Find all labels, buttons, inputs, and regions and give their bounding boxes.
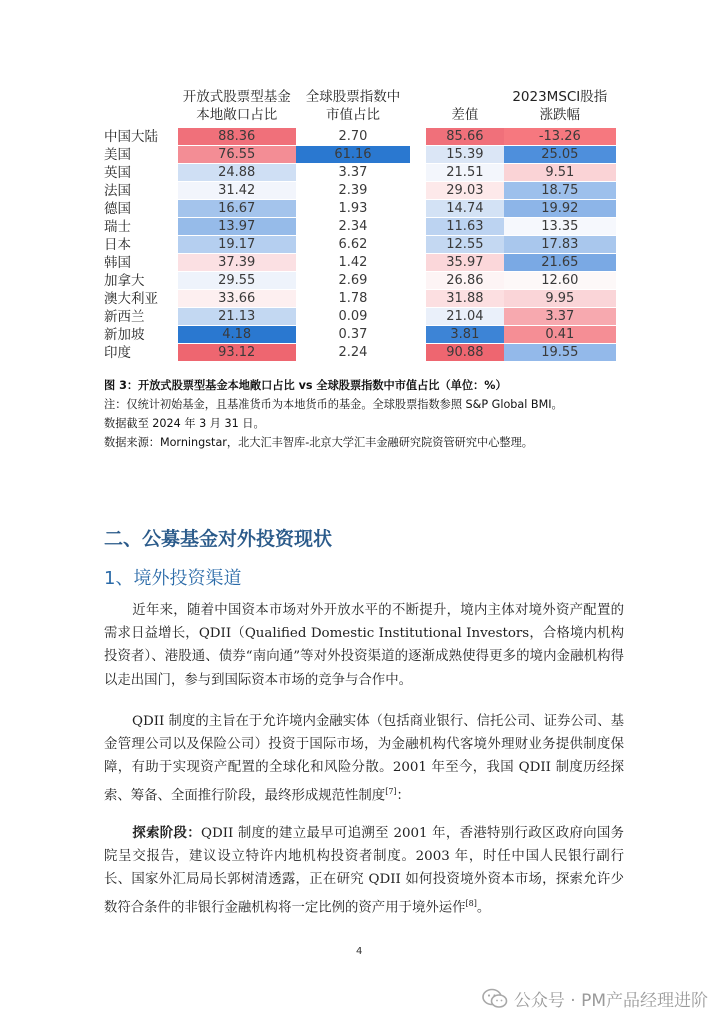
table-cell: 21.13 xyxy=(178,308,296,326)
table-cell: 2.69 xyxy=(296,272,410,290)
watermark xyxy=(482,986,708,1011)
row-label: 瑞士 xyxy=(104,219,131,235)
row-label: 加拿大 xyxy=(104,273,145,289)
table-cell: 88.36 xyxy=(178,128,296,146)
table-row xyxy=(104,272,616,290)
row-label: 英国 xyxy=(104,165,131,181)
table-cell: 2.34 xyxy=(296,218,410,236)
table-cell: -13.26 xyxy=(504,128,616,146)
table-cell: 16.67 xyxy=(178,200,296,218)
row-label: 新西兰 xyxy=(104,309,145,325)
table-cell: 0.09 xyxy=(296,308,410,326)
table-cell: 18.75 xyxy=(504,182,616,200)
table-cell: 6.62 xyxy=(296,236,410,254)
header-difference: 差值 xyxy=(451,107,479,123)
table-cell: 4.18 xyxy=(178,326,296,344)
table-cell: 25.05 xyxy=(504,146,616,164)
table-cell: 21.65 xyxy=(504,254,616,272)
table-cell: 1.93 xyxy=(296,200,410,218)
row-label: 澳大利亚 xyxy=(104,291,158,307)
table-cell: 33.66 xyxy=(178,290,296,308)
table-row xyxy=(104,218,616,236)
row-label: 日本 xyxy=(104,237,131,253)
table-cell: 13.35 xyxy=(504,218,616,236)
figure-caption xyxy=(104,376,624,452)
table-cell: 12.60 xyxy=(504,272,616,290)
footnote-ref-8[interactable]: [8] xyxy=(465,898,477,908)
table-cell: 2.39 xyxy=(296,182,410,200)
table-cell: 37.39 xyxy=(178,254,296,272)
subsection-title: 1、境外投资渠道 xyxy=(104,568,242,589)
table-cell: 0.37 xyxy=(296,326,410,344)
paragraph-lead: 探索阶段： xyxy=(132,825,201,841)
table-cell: 31.42 xyxy=(178,182,296,200)
table-cell: 24.88 xyxy=(178,164,296,182)
table-row xyxy=(104,128,616,146)
table-cell: 9.51 xyxy=(504,164,616,182)
table-row xyxy=(104,254,616,272)
table-cell: 1.78 xyxy=(296,290,410,308)
table-body xyxy=(104,128,616,362)
header-spacer xyxy=(104,88,178,128)
table-cell: 31.88 xyxy=(426,290,504,308)
caption-note: 注：仅统计初始基金，且基准货币为本地货币的基金。全球股票指数参照 S&P Global BMI。 xyxy=(104,398,563,411)
table-cell: 17.83 xyxy=(504,236,616,254)
table-cell: 0.41 xyxy=(504,326,616,344)
table-cell: 14.74 xyxy=(426,200,504,218)
caption-source: 数据来源：Morningstar，北大汇丰智库-北京大学汇丰金融研究院资管研究中心整理。 xyxy=(104,436,533,449)
table-cell: 12.55 xyxy=(426,236,504,254)
table-cell: 9.95 xyxy=(504,290,616,308)
table-row xyxy=(104,200,616,218)
page-number: 4 xyxy=(356,946,363,957)
table-cell: 21.04 xyxy=(426,308,504,326)
table-cell: 29.55 xyxy=(178,272,296,290)
table-cell: 76.55 xyxy=(178,146,296,164)
table-cell: 90.88 xyxy=(426,344,504,362)
table-cell: 19.92 xyxy=(504,200,616,218)
table-cell: 3.37 xyxy=(296,164,410,182)
footnote-ref-7[interactable]: [7] xyxy=(385,786,397,796)
row-label: 印度 xyxy=(104,345,131,361)
paragraph-1: 近年来，随着中国资本市场对外开放水平的不断提升，境内主体对境外资产配置的需求日益增长，QDII（Qualified Domestic Institutional Investors，合格境内机构投资者）、港股通、债券“南向通”等对外投资渠道的逐渐成熟使得更多的境内金融机构得以走出国门，参与到国际资本市场的竞争与合作中。 xyxy=(104,603,624,688)
row-label: 韩国 xyxy=(104,255,131,271)
row-label: 美国 xyxy=(104,147,131,163)
table-cell: 29.03 xyxy=(426,182,504,200)
table-row xyxy=(104,308,616,326)
table-cell: 3.81 xyxy=(426,326,504,344)
heat-table xyxy=(104,88,616,362)
table-cell: 13.97 xyxy=(178,218,296,236)
row-label: 德国 xyxy=(104,201,131,217)
table-cell: 19.17 xyxy=(178,236,296,254)
table-cell: 19.55 xyxy=(504,344,616,362)
row-label: 法国 xyxy=(104,183,131,199)
table-cell: 93.12 xyxy=(178,344,296,362)
table-cell: 1.42 xyxy=(296,254,410,272)
table-row xyxy=(104,326,616,344)
table-cell: 2.24 xyxy=(296,344,410,362)
header-local-exposure: 开放式股票型基金 本地敞口占比 xyxy=(182,89,291,123)
watermark-text: 公众号 · PM产品经理进阶 xyxy=(513,991,708,1011)
table-cell: 61.16 xyxy=(296,146,410,164)
table-cell: 3.37 xyxy=(504,308,616,326)
row-label: 中国大陆 xyxy=(104,129,158,145)
table-row xyxy=(104,344,616,362)
table-row xyxy=(104,146,616,164)
row-label: 新加坡 xyxy=(104,327,145,343)
table-cell: 85.66 xyxy=(426,128,504,146)
table-cell: 21.51 xyxy=(426,164,504,182)
table-cell: 15.39 xyxy=(426,146,504,164)
caption-title: 图 3：开放式股票型基金本地敞口占比 vs 全球股票指数中市值占比（单位：%） xyxy=(104,379,507,392)
table-cell: 35.97 xyxy=(426,254,504,272)
table-header xyxy=(104,88,616,128)
header-msci-change: 2023MSCI股指 涨跌幅 xyxy=(512,89,608,123)
table-row xyxy=(104,164,616,182)
paragraph-2: QDII 制度的主旨在于允许境内金融实体（包括商业银行、信托公司、证券公司、基金管理公司以及保险公司）投资于国际市场，为金融机构代客境外理财业务提供制度保障，有助于实现资产配置的全球化和风险分散。2001 年至今，我国 QDII 制度历经探索、筹备、全面推行阶段，最终形成规范性制度[7]： xyxy=(104,714,624,804)
table-cell: 26.86 xyxy=(426,272,504,290)
header-global-share: 全球股票指数中 市值占比 xyxy=(305,89,401,123)
caption-date: 数据截至 2024 年 3 月 31 日。 xyxy=(104,417,265,430)
paragraph-3: 探索阶段：QDII 制度的建立最早可追溯至 2001 年，香港特别行政区政府向国务院呈交报告，建议设立特许内地机构投资者制度。2003 年，时任中国人民银行副行长、国家外汇局局长郭树清透露，正在研究 QDII 如何投资境外资本市场，探索允许少数符合条件的非银行金融机构将一定比例的资产用于境外运作[8]。 xyxy=(104,825,625,916)
table-row xyxy=(104,236,616,254)
table-cell: 11.63 xyxy=(426,218,504,236)
section-title: 二、公募基金对外投资现状 xyxy=(104,528,333,550)
table-row xyxy=(104,182,616,200)
table-cell: 2.70 xyxy=(296,128,410,146)
table-row xyxy=(104,290,616,308)
wechat-icon xyxy=(482,988,508,1010)
